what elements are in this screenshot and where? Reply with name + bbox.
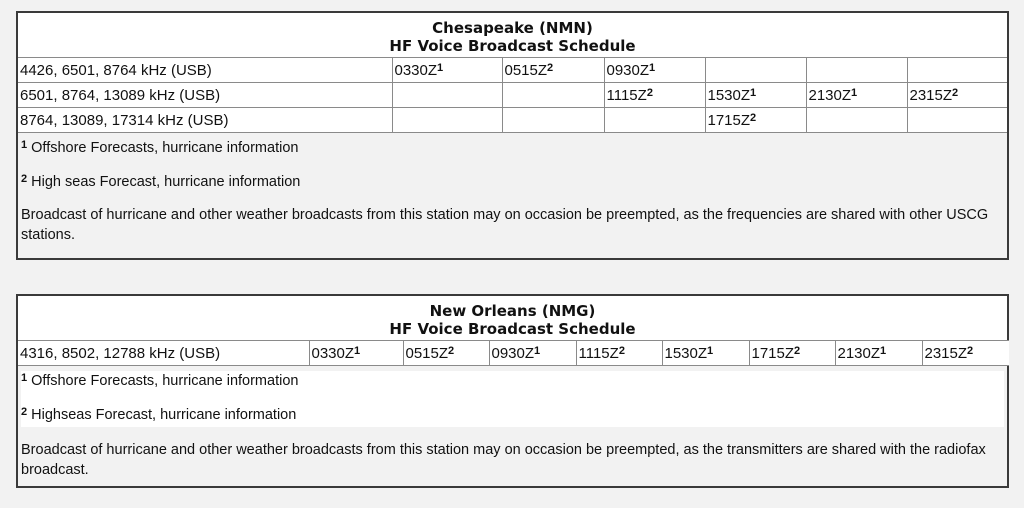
time-cell xyxy=(502,83,604,108)
schedule-table xyxy=(18,340,1009,366)
frequency-cell: 8764, 13089, 17314 kHz (USB) xyxy=(18,108,392,133)
table-row xyxy=(18,58,1007,83)
time-cell: $1530Z^1$ xyxy=(662,341,749,366)
time-cell: $0330Z^1$ xyxy=(392,58,502,83)
time-cell xyxy=(806,58,907,83)
time-cell xyxy=(392,108,502,133)
broadcast-description: Broadcast of hurricane and other weather broadcasts from this station may on occasion be preempted, as the transmitters are shared with the radiofax broadcast. xyxy=(21,442,986,478)
time-cell: $0330Z^1$ xyxy=(309,341,403,366)
table-row xyxy=(18,83,1007,108)
time-cell: $1115Z^2$ xyxy=(604,83,705,108)
footnote: $^1$ Offshore Forecasts, hurricane information xyxy=(21,139,299,156)
footnotes xyxy=(18,138,1007,245)
station-name: Chesapeake (NMN) xyxy=(432,19,593,37)
time-cell: $1715Z^2$ xyxy=(749,341,835,366)
schedule-header xyxy=(18,296,1007,340)
time-cell: $0515Z^2$ xyxy=(403,341,489,366)
frequency-cell: 4316, 8502, 12788 kHz (USB) xyxy=(18,341,309,366)
time-cell xyxy=(392,83,502,108)
time-cell: $1715Z^2$ xyxy=(705,108,806,133)
chesapeake-schedule xyxy=(16,11,1009,260)
time-cell: $2130Z^1$ xyxy=(806,83,907,108)
time-cell: $1115Z^2$ xyxy=(576,341,662,366)
time-cell xyxy=(806,108,907,133)
time-cell xyxy=(705,58,806,83)
schedule-header xyxy=(18,13,1007,57)
broadcast-description: Broadcast of hurricane and other weather broadcasts from this station may on occasion be preempted, as the frequencies are shared with other USCG stations. xyxy=(21,207,989,243)
footnote: $^2$ Highseas Forecast, hurricane information xyxy=(21,406,297,423)
new-orleans-schedule xyxy=(16,294,1009,488)
footnote: $^1$ Offshore Forecasts, hurricane information xyxy=(21,372,299,389)
schedule-subtitle: HF Voice Broadcast Schedule xyxy=(389,320,636,338)
time-cell xyxy=(604,108,705,133)
time-cell xyxy=(907,108,1007,133)
footnotes xyxy=(18,371,1007,480)
time-cell: $0930Z^1$ xyxy=(604,58,705,83)
time-cell: $2130Z^1$ xyxy=(835,341,922,366)
schedule-subtitle: HF Voice Broadcast Schedule xyxy=(389,37,636,55)
schedule-table xyxy=(18,57,1007,133)
footnote: $^2$ High seas Forecast, hurricane information xyxy=(21,173,301,190)
time-cell: $1530Z^1$ xyxy=(705,83,806,108)
time-cell: $0930Z^1$ xyxy=(489,341,576,366)
time-cell xyxy=(907,58,1007,83)
time-cell: $0515Z^2$ xyxy=(502,58,604,83)
time-cell xyxy=(502,108,604,133)
frequency-cell: 6501, 8764, 13089 kHz (USB) xyxy=(18,83,392,108)
time-cell: $2315Z^2$ xyxy=(922,341,1009,366)
station-name: New Orleans (NMG) xyxy=(429,302,596,320)
table-row xyxy=(18,108,1007,133)
table-row xyxy=(18,341,1009,366)
frequency-cell: 4426, 6501, 8764 kHz (USB) xyxy=(18,58,392,83)
time-cell: $2315Z^2$ xyxy=(907,83,1007,108)
